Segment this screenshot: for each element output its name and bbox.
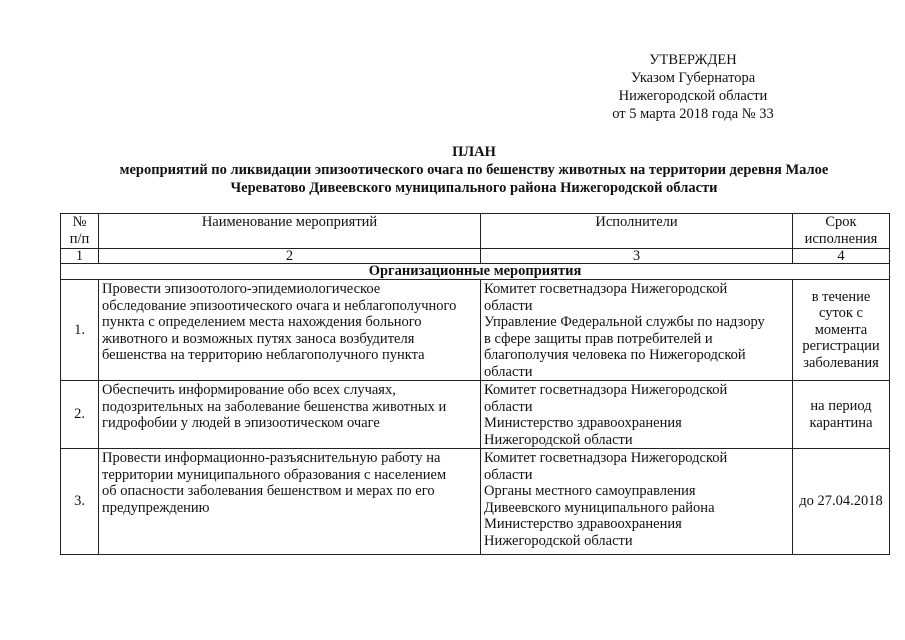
row-term [793,280,890,381]
table-row [61,280,890,381]
term-line: суток с [819,305,863,322]
table-header-row [61,214,890,249]
plan-table [60,213,890,555]
executor-line: Министерство здравоохранения [484,516,682,532]
executor-line: области [484,297,533,314]
executor-line: области [484,363,533,380]
column-number-row [61,249,890,264]
header-num-line-2: п/п [69,230,90,247]
executor-line: Нижегородской области [484,431,633,448]
activity-line: животного и возможных путях заноса возбудителя [102,330,415,347]
term-line: карантина [809,414,873,431]
activity-line: Провести информационно-разъяснительную работу на [102,450,441,466]
activity-line [102,281,477,298]
executor-line: Комитет госветнадзора Нижегородской [484,281,728,297]
executor-line: Министерство здравоохранения [484,415,682,431]
column-number: 1 [61,249,99,264]
executor-line: Управление Федеральной службы по надзору [484,314,765,330]
header-term-line-1: Срок [825,214,857,230]
row-activity [99,280,481,381]
column-number: 3 [481,249,793,264]
row-activity [99,449,481,555]
term-line: заболевания [803,354,879,371]
title-sub-1: мероприятий по ликвидации эпизоотического очага по бешенству животных на территории деревня Малое [119,162,829,178]
term-line: на период [810,398,872,414]
section-row [61,264,890,280]
column-number: 4 [793,249,890,264]
activity-line: гидрофобии у людей в эпизоотическом очаге [102,415,380,431]
row-number: 3. [61,449,99,555]
executor-line: области [484,466,533,483]
executor-line: Дивеевского муниципального района [484,499,715,516]
column-number: 2 [99,249,481,264]
row-term [793,449,890,555]
row-number: 2. [61,381,99,449]
document-title [58,143,890,197]
term-line: момента [814,321,868,338]
executor-line: области [484,398,533,415]
activity-line: предупреждению [102,499,210,516]
activity-line: Обеспечить информирование обо всех случаях, [102,382,396,398]
header-term [793,214,890,249]
activity-line: подозрительных на заболевание бешенства животных и [102,398,447,415]
activity-line: пункта с определением места нахождения больного [102,314,422,330]
term-line: до 27.04.2018 [799,493,883,510]
activity-line: территории муниципального образования с населением [102,466,447,483]
header-num [61,214,99,249]
activity-line: об опасности заболевания бешенством и мерах по его [102,483,435,499]
row-executors [481,381,793,449]
header-num-line-1: № [72,214,87,230]
approval-stamp [560,51,826,123]
table-row [61,381,890,449]
executor-line: Комитет госветнадзора Нижегородской [484,382,728,398]
executor-line: Органы местного самоуправления [484,483,696,499]
activity-line: бешенства на территорию неблагополучного пункта [102,347,425,363]
term-line: регистрации [802,338,880,355]
approval-line-2: Указом Губернатора [630,70,756,86]
activity-line: обследование эпизоотического очага и неблагополучного [102,297,457,314]
executor-line: Комитет госветнадзора Нижегородской [484,450,728,466]
header-executors: Исполнители [481,214,793,249]
executor-line: благополучия человека по Нижегородской [484,347,746,363]
approval-line-3: Нижегородской области [618,88,768,104]
title-main: ПЛАН [452,144,496,160]
row-activity [99,381,481,449]
term-line: в течение [811,288,871,305]
activity-text: Провести эпизоотолого-эпидемиологическое [102,281,381,297]
row-number: 1. [61,280,99,381]
title-sub-2: Череватово Дивеевского муниципального района Нижегородской области [230,180,718,196]
header-term-line-2: исполнения [804,230,878,247]
row-executors [481,449,793,555]
section-title: Организационные мероприятия [61,264,890,280]
executor-line: Нижегородской области [484,532,633,549]
executor-line: в сфере защиты прав потребителей и [484,330,713,347]
row-term [793,381,890,449]
approval-line-4: от 5 марта 2018 года № 33 [612,106,774,122]
table-row [61,449,890,555]
approval-line-1: УТВЕРЖДЕН [649,52,737,68]
row-executors [481,280,793,381]
header-name: Наименование мероприятий [99,214,481,249]
